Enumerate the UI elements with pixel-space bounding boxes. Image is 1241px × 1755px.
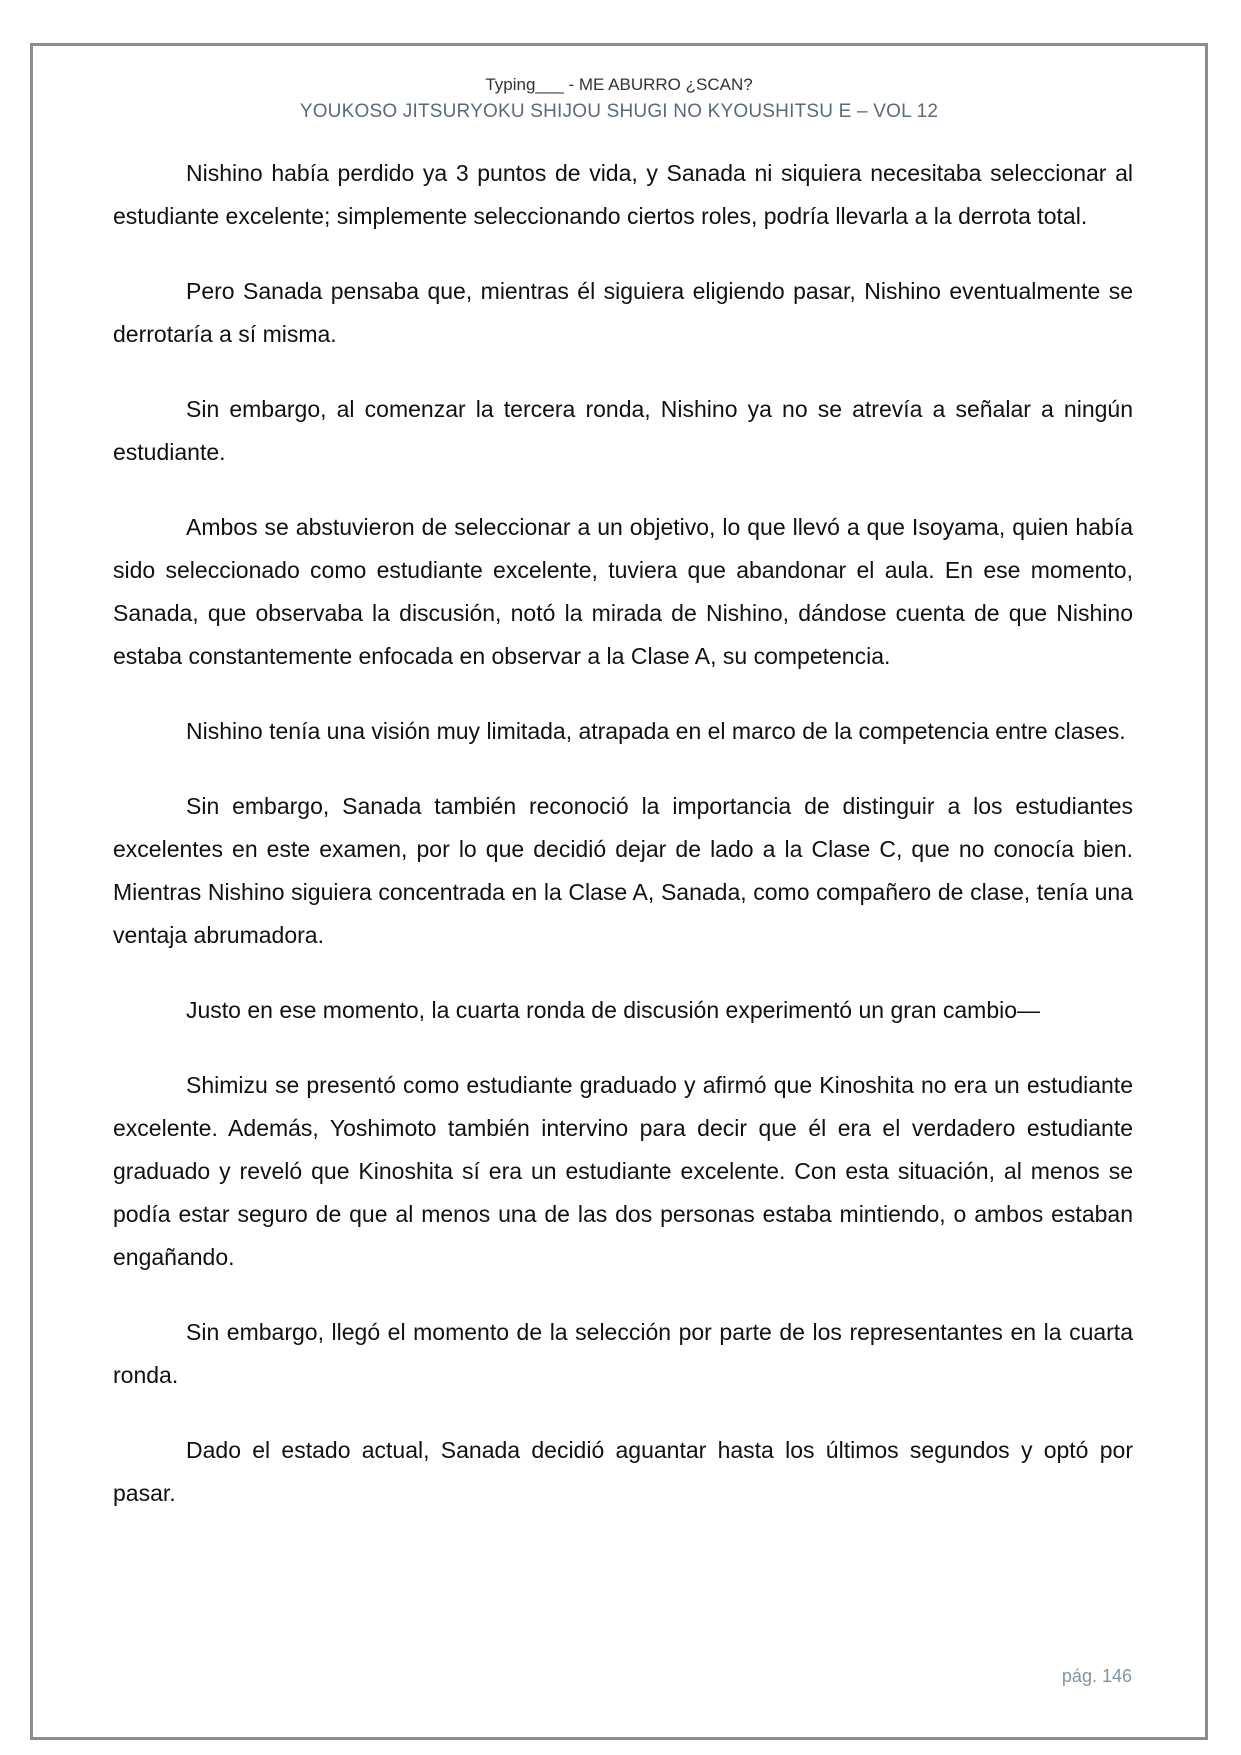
paragraph: Sin embargo, Sanada también reconoció la importancia de distinguir a los estudiantes excelentes en este examen, por lo que decidió dejar de lado a la Clase C, que no conocía bien. Mientras Nishino siguiera concentrada en la Clase A, Sanada, como compañero de clase, tenía una ventaja abrumadora. [113,793,1133,948]
page-number: pág. 146 [1061,1666,1132,1686]
paragraph: Nishino tenía una visión muy limitada, atrapada en el marco de la competencia entre clases. [186,718,1126,744]
paragraph: Ambos se abstuvieron de seleccionar a un objetivo, lo que llevó a que Isoyama, quien había sido seleccionado como estudiante excelente, tuviera que abandonar el aula. En ese momento, Sanada, que observaba la discusión, notó la mirada de Nishino, dándose cuenta de que Nishino estaba constantemente enfocada en observar a la Clase A, su competencia. [113,514,1133,669]
paragraph: Justo en ese momento, la cuarta ronda de discusión experimentó un gran cambio— [186,997,1041,1023]
paragraph: Sin embargo, al comenzar la tercera ronda, Nishino ya no se atrevía a señalar a ningún estudiante. [113,396,1133,465]
paragraph: Nishino había perdido ya 3 puntos de vida, y Sanada ni siquiera necesitaba seleccionar al estudiante excelente; simplemente seleccionando ciertos roles, podría llevarla a la derrota total. [113,160,1133,229]
document-body [113,152,1133,1547]
paragraph: Sin embargo, llegó el momento de la selección por parte de los representantes en la cuarta ronda. [113,1319,1133,1388]
paragraph: Dado el estado actual, Sanada decidió aguantar hasta los últimos segundos y optó por pasar. [113,1437,1133,1506]
paragraph: Shimizu se presentó como estudiante graduado y afirmó que Kinoshita no era un estudiante excelente. Además, Yoshimoto también intervino para decir que él era el verdadero estudiante graduado y reveló que Kinoshita sí era un estudiante excelente. Con esta situación, al menos se podía estar seguro de que al menos una de las dos personas estaba mintiendo, o ambos estaban engañando. [113,1072,1133,1270]
header-credit: Typing___ - ME ABURRO ¿SCAN? [485,75,753,94]
paragraph: Pero Sanada pensaba que, mientras él siguiera eligiendo pasar, Nishino eventualmente se derrotaría a sí misma. [113,278,1133,347]
header-title: YOUKOSO JITSURYOKU SHIJOU SHUGI NO KYOUSHITSU E – VOL 12 [299,101,939,122]
